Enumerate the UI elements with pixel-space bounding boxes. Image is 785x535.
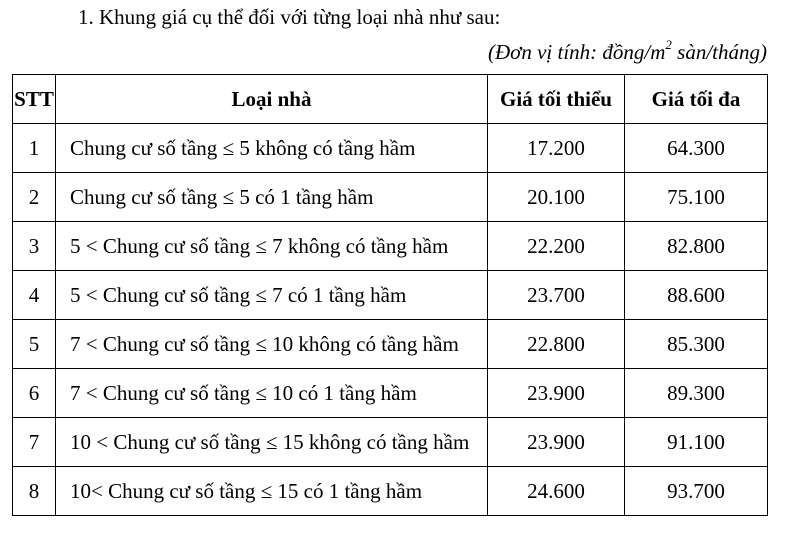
- unit-note: [488, 39, 767, 65]
- table-header-row: [13, 75, 768, 124]
- header-max-price: Giá tối đa: [625, 75, 768, 124]
- table-row: [13, 320, 768, 369]
- cell-min-price: 24.600: [488, 467, 625, 516]
- unit-note-superscript: 2: [665, 37, 672, 52]
- table-row: [13, 271, 768, 320]
- unit-note-suffix: sàn/tháng): [671, 40, 767, 64]
- cell-min-price: 23.900: [488, 369, 625, 418]
- header-house-type: Loại nhà: [56, 75, 488, 124]
- cell-stt: 5: [13, 320, 56, 369]
- section-heading: 1. Khung giá cụ thể đối với từng loại nhà như sau:: [78, 5, 501, 29]
- cell-max-price: 64.300: [625, 124, 768, 173]
- table-row: [13, 173, 768, 222]
- cell-min-price: 17.200: [488, 124, 625, 173]
- cell-stt: 2: [13, 173, 56, 222]
- table-row: [13, 467, 768, 516]
- cell-max-price: 89.300: [625, 369, 768, 418]
- cell-house-type: 7 < Chung cư số tầng ≤ 10 có 1 tầng hầm: [56, 369, 488, 418]
- cell-house-type: Chung cư số tầng ≤ 5 không có tầng hầm: [56, 124, 488, 173]
- cell-stt: 1: [13, 124, 56, 173]
- cell-stt: 7: [13, 418, 56, 467]
- cell-min-price: 22.800: [488, 320, 625, 369]
- header-min-price: Giá tối thiểu: [488, 75, 625, 124]
- cell-house-type: 5 < Chung cư số tầng ≤ 7 không có tầng hầm: [56, 222, 488, 271]
- unit-note-prefix: (Đơn vị tính: đồng/m: [487, 40, 666, 64]
- cell-stt: 3: [13, 222, 56, 271]
- cell-house-type: 10 < Chung cư số tầng ≤ 15 không có tầng hầm: [56, 418, 488, 467]
- cell-min-price: 23.900: [488, 418, 625, 467]
- table-row: [13, 418, 768, 467]
- cell-max-price: 82.800: [625, 222, 768, 271]
- cell-max-price: 88.600: [625, 271, 768, 320]
- cell-stt: 6: [13, 369, 56, 418]
- cell-max-price: 85.300: [625, 320, 768, 369]
- cell-stt: 4: [13, 271, 56, 320]
- cell-house-type: 10< Chung cư số tầng ≤ 15 có 1 tầng hầm: [56, 467, 488, 516]
- cell-max-price: 75.100: [625, 173, 768, 222]
- cell-min-price: 20.100: [488, 173, 625, 222]
- table-row: [13, 124, 768, 173]
- header-stt: STT: [13, 75, 56, 124]
- cell-house-type: Chung cư số tầng ≤ 5 có 1 tầng hầm: [56, 173, 488, 222]
- table-row: [13, 222, 768, 271]
- cell-min-price: 22.200: [488, 222, 625, 271]
- table-row: [13, 369, 768, 418]
- cell-max-price: 91.100: [625, 418, 768, 467]
- cell-min-price: 23.700: [488, 271, 625, 320]
- cell-max-price: 93.700: [625, 467, 768, 516]
- cell-stt: 8: [13, 467, 56, 516]
- price-table: [12, 74, 768, 516]
- cell-house-type: 7 < Chung cư số tầng ≤ 10 không có tầng hầm: [56, 320, 488, 369]
- cell-house-type: 5 < Chung cư số tầng ≤ 7 có 1 tầng hầm: [56, 271, 488, 320]
